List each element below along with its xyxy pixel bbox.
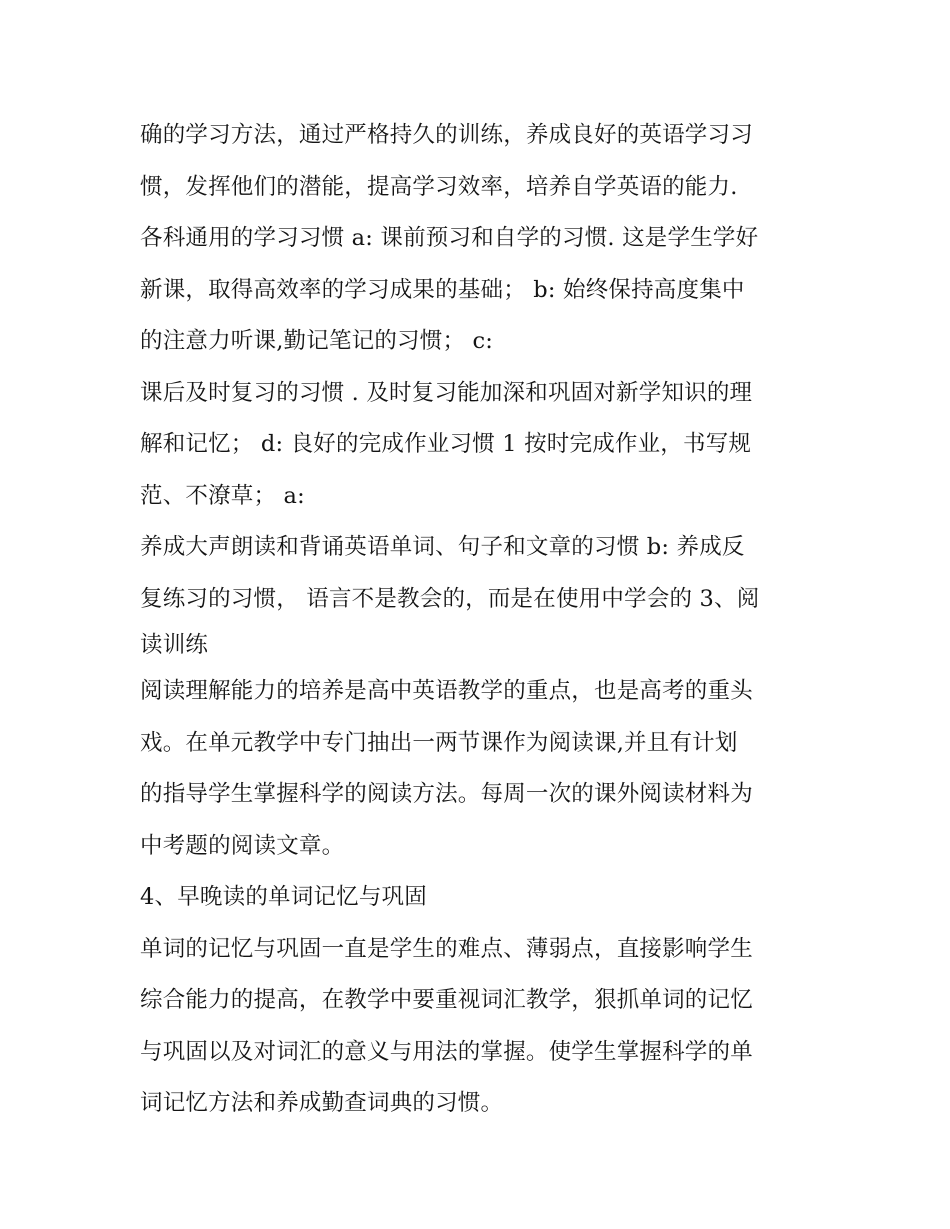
text-line: 阅读理解能力的培养是高中英语教学的重点，也是高考的重头 <box>140 678 753 704</box>
text-line: 词记忆方法和养成勤查词典的习惯。 <box>140 1090 504 1116</box>
text-line: 单词的记忆与巩固一直是学生的难点、薄弱点，直接影响学生 <box>140 935 753 962</box>
document-body <box>140 110 820 1130</box>
text-line: 养成大声朗读和背诵英语单词、句子和文章的习惯 b: 养成反 <box>140 534 745 560</box>
text-line: 戏。在单元教学中专门抽出一两节课作为阅读课,并且有计划 <box>140 729 738 756</box>
text-line: 各科通用的学习习惯 a: 课前预习和自学的习惯. 这是学生学好 <box>140 225 759 251</box>
section-heading: 4、早晚读的单词记忆与巩固 <box>140 884 427 910</box>
text-line: 与巩固以及对词汇的意义与用法的掌握。使学生掌握科学的单 <box>140 1038 753 1065</box>
text-line: 的指导学生掌握科学的阅读方法。每周一次的课外阅读材料为 <box>140 781 753 807</box>
text-line: 新课，取得高效率的学习成果的基础； b: 始终保持高度集中 <box>140 276 745 303</box>
text-line: 惯，发挥他们的潜能，提高学习效率，培养自学英语的能力. <box>140 173 738 200</box>
text-line: 课后及时复习的习惯 . 及时复习能加深和巩固对新学知识的理 <box>140 379 753 406</box>
text-line: 解和记忆； d: 良好的完成作业习惯 1 按时完成作业，书写规 <box>140 431 752 457</box>
text-line: 范、不潦草； a: <box>140 482 305 509</box>
text-line: 中考题的阅读文章。 <box>140 832 345 859</box>
text-line: 的注意力听课,勤记笔记的习惯； c: <box>140 328 494 354</box>
text-line: 综合能力的提高，在教学中要重视词汇教学，狠抓单词的记忆 <box>140 987 753 1013</box>
text-line: 复练习的习惯， 语言不是教会的，而是在使用中学会的 3、阅 <box>140 585 760 612</box>
text-line: 读训练 <box>140 632 209 658</box>
text-line: 确的学习方法，通过严格持久的训练，养成良好的英语学习习 <box>140 122 753 148</box>
